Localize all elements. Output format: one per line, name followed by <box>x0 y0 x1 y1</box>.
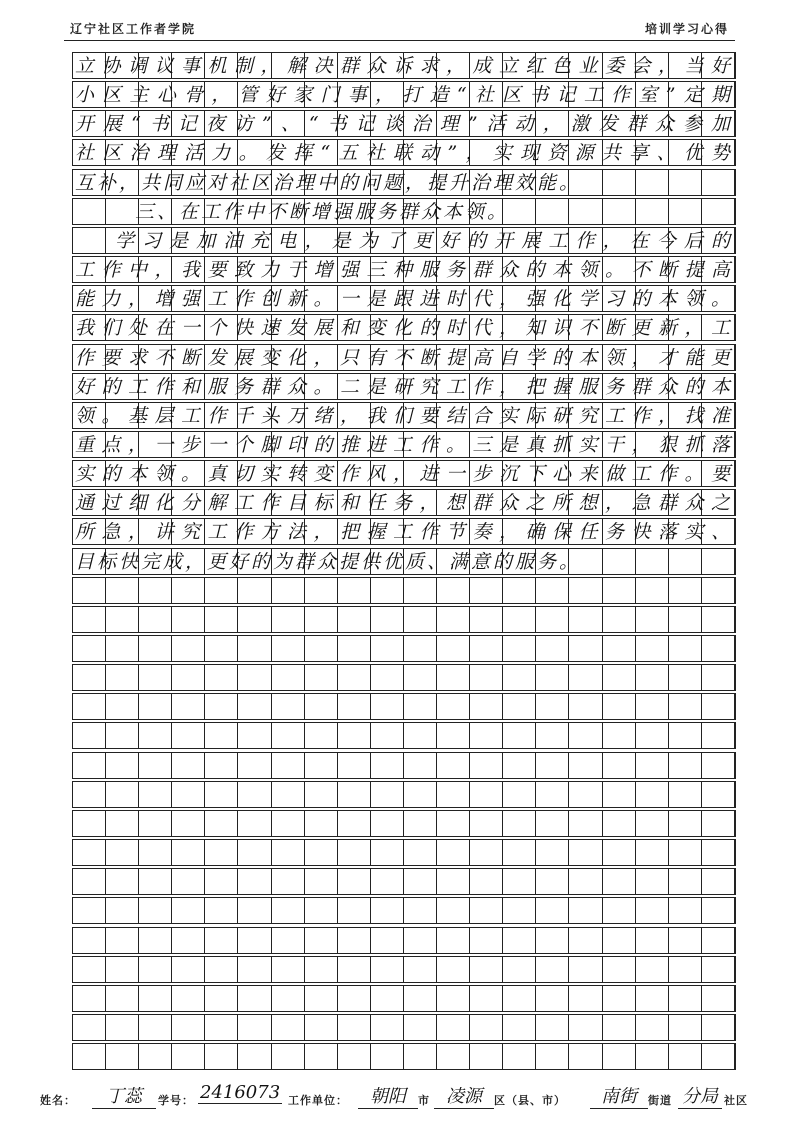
handwritten-line <box>75 1015 733 1042</box>
handwritten-line <box>75 723 733 750</box>
grid-row <box>72 839 736 866</box>
grid-row <box>72 1043 736 1070</box>
handwritten-line <box>75 840 733 867</box>
grid-row <box>72 956 736 983</box>
grid-row <box>72 285 736 312</box>
district-label: 区（县、市） <box>494 1094 566 1107</box>
grid-row <box>72 722 736 749</box>
grid-row <box>72 373 736 400</box>
writing-grid <box>72 52 736 1072</box>
city-value: 朝阳 <box>358 1082 418 1109</box>
handwritten-line: 立协调议事机制，解决群众诉求，成立红色业委会，当好 <box>75 55 733 77</box>
handwritten-line: 目标快完成，更好的为群众提供优质、满意的服务。 <box>75 550 582 573</box>
grid-row <box>72 110 736 137</box>
grid-row <box>72 139 736 166</box>
grid-row <box>72 810 736 837</box>
community-label: 社区 <box>724 1094 748 1107</box>
street-label: 街道 <box>648 1094 672 1107</box>
handwritten-line: 社区治理活力。发挥“五社联动”，实现资源共享、优势 <box>75 142 733 165</box>
grid-row <box>72 927 736 954</box>
student-id-label: 学号： <box>158 1094 194 1107</box>
handwritten-line <box>75 753 733 780</box>
student-id-value: 2416073 <box>200 1082 281 1103</box>
handwritten-line <box>75 986 733 1013</box>
document-title: 培训学习心得 <box>644 22 729 36</box>
handwritten-line: 小区主心骨，管好家门事，打造“社区书记工作室”定期 <box>75 84 733 107</box>
header-rule <box>64 40 735 41</box>
handwritten-line: 学习是加油充电，是为了更好的开展工作，在今后的 <box>115 229 733 252</box>
district-value: 凌源 <box>434 1082 494 1109</box>
grid-row <box>72 693 736 720</box>
handwritten-line: 领。基层工作千头万绪，我们要结合实际研究工作，找准 <box>75 404 733 427</box>
grid-row <box>72 1014 736 1041</box>
grid-row <box>72 897 736 924</box>
handwritten-line: 好的工作和服务群众。二是研究工作，把握服务群众的本 <box>75 375 733 398</box>
handwritten-line <box>75 928 733 955</box>
grid-row <box>72 781 736 808</box>
handwritten-line: 工作中，我要致力于增强三种服务群众的本领。不断提高 <box>75 259 733 281</box>
handwritten-line <box>75 782 733 809</box>
grid-row <box>72 314 736 341</box>
grid-row <box>72 752 736 779</box>
academy-header: 辽宁社区工作者学院 <box>70 22 197 36</box>
name-label: 姓名： <box>40 1094 76 1107</box>
grid-row <box>72 577 736 604</box>
grid-row <box>72 256 736 283</box>
grid-row <box>72 431 736 458</box>
handwritten-line <box>75 811 733 838</box>
handwritten-line: 互补，共同应对社区治理中的问题，提升治理效能。 <box>75 171 582 194</box>
city-label: 市 <box>418 1094 430 1107</box>
handwritten-line <box>75 607 733 634</box>
grid-row <box>72 81 736 108</box>
grid-row <box>72 489 736 516</box>
name-value: 丁蕊 <box>92 1082 156 1109</box>
handwritten-line <box>75 636 733 663</box>
handwritten-line <box>75 1044 733 1071</box>
grid-row <box>72 868 736 895</box>
handwritten-line <box>75 578 733 605</box>
grid-row <box>72 169 736 196</box>
handwritten-line: 重点，一步一个脚印的推进工作。三是真抓实干，狠抓落 <box>75 433 733 456</box>
grid-row <box>72 548 736 575</box>
grid-row <box>72 344 736 371</box>
handwritten-line: 作要求不断发展变化，只有不断提高自学的本领，才能更 <box>75 346 733 369</box>
handwritten-line: 能力，增强工作创新。一是跟进时代，强化学习的本领。 <box>75 288 733 311</box>
handwritten-line <box>75 869 733 896</box>
grid-row <box>72 402 736 429</box>
grid-row <box>72 227 736 254</box>
handwritten-line <box>75 694 733 721</box>
handwritten-line: 三、在工作中不断增强服务群众本领。 <box>135 200 510 223</box>
signature-footer <box>40 1078 759 1112</box>
grid-row <box>72 518 736 545</box>
handwritten-line: 通过细化分解工作目标和任务，想群众之所想，急群众之 <box>75 492 733 515</box>
handwritten-line: 开展“书记夜访”、“书记谈治理”活动，激发群众参加 <box>75 113 733 136</box>
handwritten-line: 实的本领。真切实转变作风，进一步沉下心来做工作。要 <box>75 463 733 486</box>
community-value: 分局 <box>678 1082 722 1109</box>
grid-row <box>72 664 736 691</box>
grid-row <box>72 198 736 225</box>
handwritten-line: 所急，讲究工作方法，把握工作节奏，确保任务快落实、 <box>75 521 733 544</box>
grid-row <box>72 460 736 487</box>
grid-row <box>72 985 736 1012</box>
street-value: 南街 <box>590 1082 648 1109</box>
handwritten-line <box>75 898 733 925</box>
work-unit-label: 工作单位： <box>288 1094 348 1107</box>
handwritten-line <box>75 665 733 692</box>
grid-row <box>72 606 736 633</box>
handwritten-line <box>75 957 733 984</box>
grid-row <box>72 635 736 662</box>
grid-row <box>72 52 736 79</box>
handwritten-line: 我们处在一个快速发展和变化的时代，知识不断更新，工 <box>75 317 733 340</box>
